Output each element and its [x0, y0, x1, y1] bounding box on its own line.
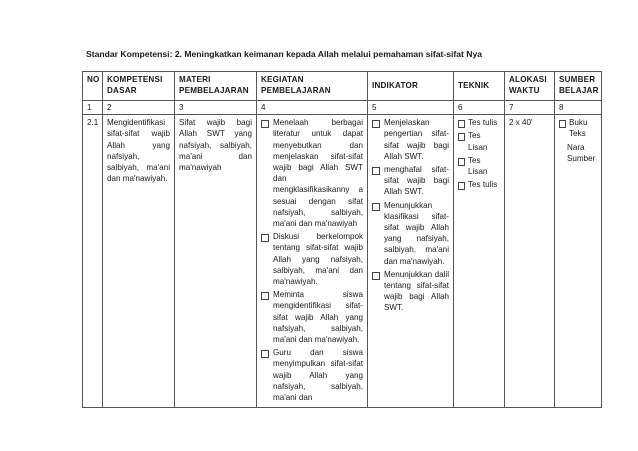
column-number-row: [83, 101, 602, 115]
column-number: 7: [505, 101, 555, 115]
bullet-box-icon: [261, 120, 269, 128]
column-number: 8: [555, 101, 602, 115]
page-heading: Standar Kompetensi: 2. Meningkatkan keimanan kepada Allah melalui pemahaman sifat-sifat Nya: [86, 49, 483, 59]
row-number: 2.1: [83, 115, 103, 408]
bullet-box-icon: [458, 158, 465, 166]
alokasi-waktu-cell: 2 x 40': [505, 115, 555, 408]
kegiatan-text: Guru dan siswa menyimpulkan sifat-sifat wajib Allah yang nafsiyah, salbiyah, ma'ani dan: [273, 348, 363, 403]
header-cell-materi: MATERI PEMBELAJARAN: [175, 72, 257, 101]
column-number: 5: [368, 101, 454, 115]
bullet-box-icon: [261, 350, 269, 358]
indikator-text: menghafal sifat-sifat wajib bagi Allah SWT.: [384, 165, 449, 197]
list-item: [261, 289, 363, 345]
column-number: 3: [175, 101, 257, 115]
kegiatan-text: Meminta siswa mengidentifikasi sifat-sifat wajib Allah yang nafsiyah, salbiyah, ma'ani dan ma'nawiyah.: [273, 290, 363, 345]
list-item: [372, 269, 449, 314]
column-number: 6: [454, 101, 505, 115]
list-item: [458, 155, 500, 177]
bullet-box-icon: [261, 234, 269, 242]
bullet-box-icon: [458, 182, 465, 190]
kegiatan-cell: [257, 115, 368, 408]
header-cell-sumber: SUMBER BELAJAR: [555, 72, 602, 101]
bullet-box-icon: [458, 120, 465, 128]
table-row: [83, 115, 602, 408]
list-item: [261, 231, 363, 287]
list-item: [458, 117, 500, 128]
syllabus-table: [82, 71, 602, 408]
indikator-text: Menunjukkan klasifikasi sifat-sifat wajib Allah yang nafsiyah, salbiyah, ma'ani dan ma'nawiyah.: [384, 200, 449, 266]
column-number: 4: [257, 101, 368, 115]
sumber-text: Buku Teks: [569, 118, 588, 139]
indikator-text: Menjelaskan pengertian sifat-sifat wajib bagi Allah SWT.: [384, 118, 449, 161]
list-item: [372, 117, 449, 162]
bullet-box-icon: [372, 120, 380, 128]
kompetensi-dasar-cell: Mengidentifikasi sifat-sifat wajib Allah yang nafsiyah, salbiyah, ma'ani dan ma'nawiyah.: [103, 115, 175, 408]
bullet-box-icon: [372, 272, 380, 280]
list-item: [559, 117, 597, 139]
bullet-box-icon: [372, 167, 380, 175]
bullet-box-icon: [372, 203, 380, 211]
indikator-cell: [368, 115, 454, 408]
kegiatan-text: Diskusi berkelompok tentang sifat-sifat wajib Allah yang nafsiyah, salbiyah, ma'ani dan ma'nawiyah.: [273, 232, 363, 287]
list-item: [458, 179, 500, 190]
bullet-box-icon: [458, 133, 465, 141]
header-cell-kompetensi: KOMPETENSI DASAR: [103, 72, 175, 101]
list-item: [372, 200, 449, 267]
indikator-text: Menunjukkan dalil tentang sifat-sifat wajib bagi Allah SWT.: [384, 269, 449, 313]
teknik-text: Tes tulis: [468, 118, 498, 128]
sumber-belajar-cell: [555, 115, 602, 408]
teknik-text: Tes tulis: [468, 180, 498, 190]
bullet-box-icon: [559, 120, 566, 128]
header-cell-teknik: TEKNIK: [454, 72, 505, 101]
header-cell-indikator: INDIKATOR: [368, 72, 454, 101]
list-item: [372, 164, 449, 198]
list-item: [261, 347, 363, 403]
teknik-text: Tes Lisan: [468, 155, 488, 177]
header-cell-alokasi: ALOKASI WAKTU: [505, 72, 555, 101]
header-row: [83, 72, 602, 101]
kegiatan-text: Menelaah berbagai literatur untuk dapat menyebutkan dan menjelaskan sifat-sifat wajib bagi Allah SWT dan mengklasifikasikanny a sesuai dengan sifat nafsiyah, salbiyah, ma'ani dan ma'nawiyah: [273, 118, 363, 229]
column-number: 1: [83, 101, 103, 115]
bullet-box-icon: [261, 292, 269, 300]
column-number: 2: [103, 101, 175, 115]
sumber-text: Nara Sumber: [567, 142, 596, 163]
header-cell-kegiatan: KEGIATAN PEMBELAJARAN: [257, 72, 368, 101]
teknik-cell: [454, 115, 505, 408]
list-item: [458, 130, 500, 152]
list-item: [261, 117, 363, 229]
teknik-text: Tes Lisan: [468, 131, 488, 152]
header-cell-no: NO: [83, 72, 103, 101]
materi-cell: Sifat wajib bagi Allah SWT yang nafsiyah, salbiyah, ma'ani dan ma'nawiyah: [175, 115, 257, 408]
